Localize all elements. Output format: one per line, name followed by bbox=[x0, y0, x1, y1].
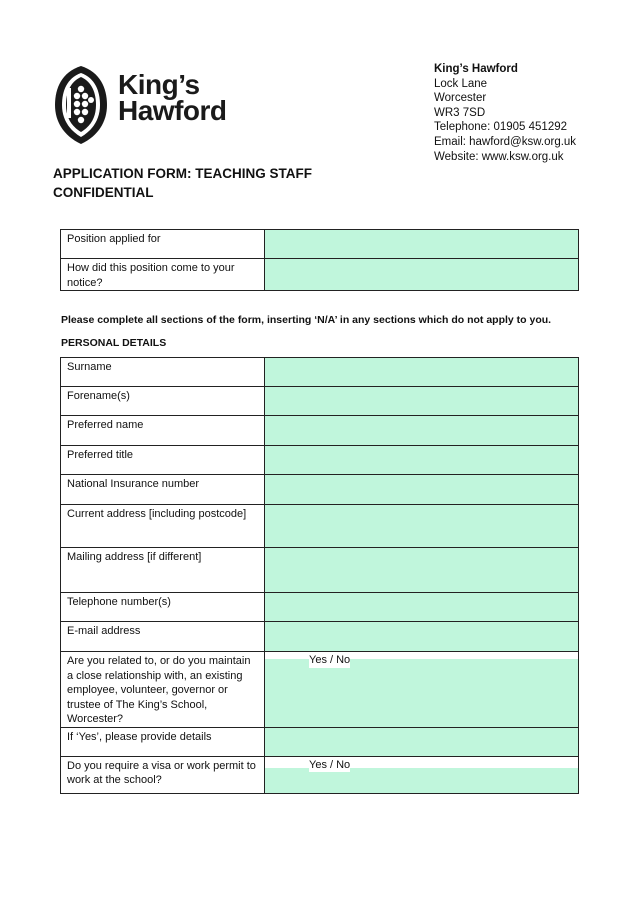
table-row bbox=[61, 230, 579, 259]
table-row bbox=[61, 446, 579, 475]
address-line: Lock Lane bbox=[434, 77, 488, 90]
address-line: Worcester bbox=[434, 92, 487, 105]
position-applied-label: Position applied for bbox=[61, 230, 265, 259]
address-telephone: Telephone: 01905 451292 bbox=[434, 121, 568, 134]
table-row bbox=[61, 387, 579, 416]
personal-details-heading: PERSONAL DETAILS bbox=[61, 337, 167, 349]
instruction-text: Please complete all sections of the form, inserting ‘N/A’ in any sections which do not apply to you. bbox=[61, 314, 552, 326]
visa-yes-no-option[interactable]: Yes / No bbox=[309, 758, 351, 771]
kings-hawford-logo bbox=[52, 64, 252, 146]
surname-label: Surname bbox=[61, 358, 265, 387]
brand-line-2: Hawford bbox=[118, 95, 227, 126]
visa-answer-cell[interactable] bbox=[265, 756, 579, 793]
brand-line-1: King’s bbox=[118, 69, 200, 100]
shield-crest-icon bbox=[52, 64, 110, 146]
table-row bbox=[61, 416, 579, 446]
relationship-answer-cell[interactable] bbox=[265, 652, 579, 728]
table-row bbox=[61, 756, 579, 793]
table-row bbox=[61, 475, 579, 505]
school-address bbox=[434, 62, 576, 164]
table-row bbox=[61, 259, 579, 291]
address-email: Email: hawford@ksw.org.uk bbox=[434, 135, 577, 148]
mailing-address-field[interactable] bbox=[265, 548, 579, 593]
position-table bbox=[60, 229, 579, 291]
table-row bbox=[61, 358, 579, 387]
preferred-name-field[interactable] bbox=[265, 416, 579, 446]
address-website: Website: www.ksw.org.uk bbox=[434, 150, 564, 163]
address-org: King’s Hawford bbox=[434, 63, 518, 75]
brand-wordmark bbox=[118, 69, 227, 126]
position-source-label: How did this position come to your notice? bbox=[61, 259, 265, 291]
form-title-line-2: CONFIDENTIAL bbox=[53, 185, 154, 200]
table-row bbox=[61, 593, 579, 622]
ni-number-label: National Insurance number bbox=[61, 475, 265, 505]
email-label: E-mail address bbox=[61, 622, 265, 652]
table-row bbox=[61, 652, 579, 728]
relationship-details-field[interactable] bbox=[265, 727, 579, 756]
telephone-field[interactable] bbox=[265, 593, 579, 622]
table-row bbox=[61, 505, 579, 548]
relationship-answer-field[interactable] bbox=[265, 659, 578, 727]
visa-question-label: Do you require a visa or work permit to work at the school? bbox=[61, 756, 265, 793]
preferred-name-label: Preferred name bbox=[61, 416, 265, 446]
position-source-field[interactable] bbox=[265, 259, 579, 291]
address-line: WR3 7SD bbox=[434, 106, 486, 119]
table-row bbox=[61, 548, 579, 593]
telephone-label: Telephone number(s) bbox=[61, 593, 265, 622]
personal-details-table bbox=[60, 357, 579, 794]
table-row bbox=[61, 622, 579, 652]
current-address-label: Current address [including postcode] bbox=[61, 505, 265, 548]
forenames-field[interactable] bbox=[265, 387, 579, 416]
current-address-field[interactable] bbox=[265, 505, 579, 548]
relationship-details-label: If ‘Yes’, please provide details bbox=[61, 727, 265, 756]
preferred-title-label: Preferred title bbox=[61, 446, 265, 475]
forenames-label: Forename(s) bbox=[61, 387, 265, 416]
position-applied-field[interactable] bbox=[265, 230, 579, 259]
preferred-title-field[interactable] bbox=[265, 446, 579, 475]
relationship-question-label: Are you related to, or do you maintain a close relationship with, an existing employee, volunteer, governor or trustee of The King’s School, Worcester? bbox=[61, 652, 265, 728]
form-title bbox=[53, 164, 312, 202]
mailing-address-label: Mailing address [if different] bbox=[61, 548, 265, 593]
form-title-line-1: APPLICATION FORM: TEACHING STAFF bbox=[53, 166, 312, 181]
surname-field[interactable] bbox=[265, 358, 579, 387]
ni-number-field[interactable] bbox=[265, 475, 579, 505]
relationship-yes-no-option[interactable]: Yes / No bbox=[309, 654, 351, 666]
table-row bbox=[61, 727, 579, 756]
email-field[interactable] bbox=[265, 622, 579, 652]
